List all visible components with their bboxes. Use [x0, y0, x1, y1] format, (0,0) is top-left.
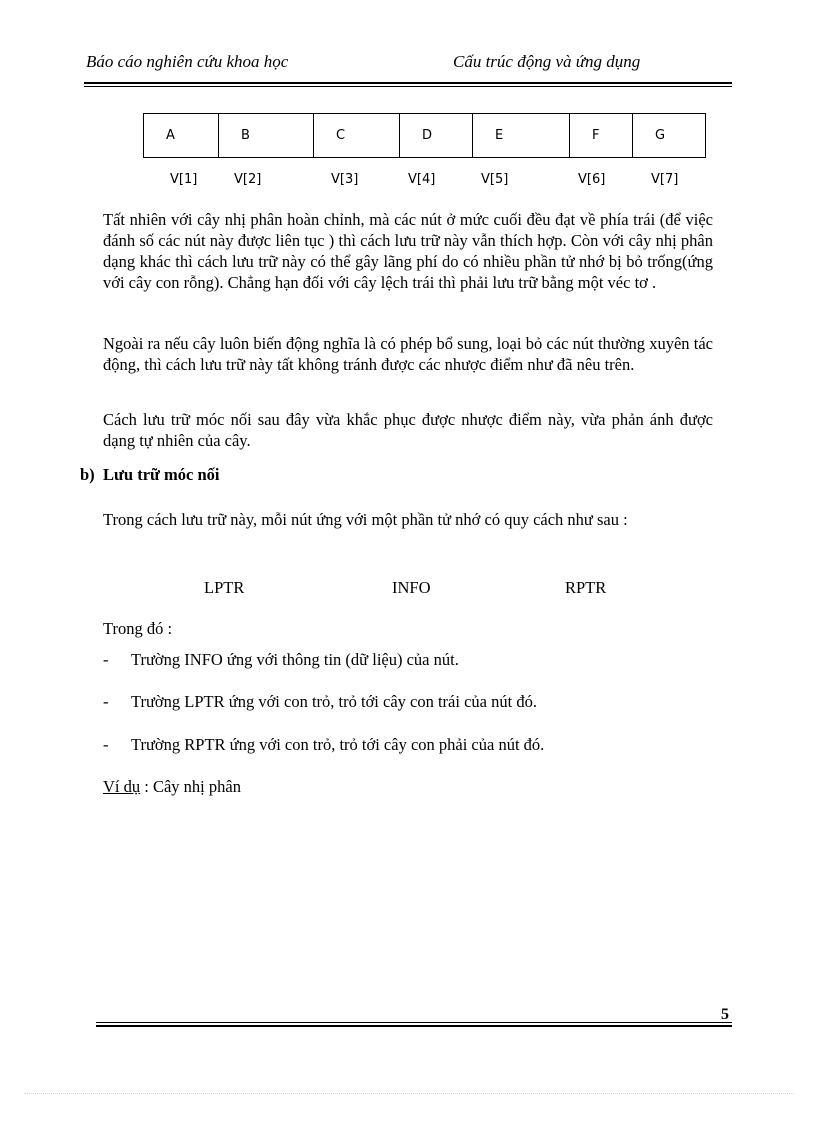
array-index: V[4] — [408, 172, 436, 187]
array-cell: A — [144, 114, 219, 157]
header-rule-top — [84, 82, 732, 84]
header-right-title: Cấu trúc động và ứng dụng — [453, 52, 641, 71]
header-left-title: Báo cáo nghiên cứu khoa học — [86, 52, 289, 71]
footer-rule-top — [96, 1022, 732, 1023]
field-rptr: RPTR — [565, 578, 607, 597]
bullet-marker: - — [103, 692, 109, 711]
array-table — [143, 113, 706, 158]
array-index: V[6] — [578, 172, 606, 187]
array-index: V[3] — [331, 172, 359, 187]
paragraph-1 — [103, 209, 713, 293]
array-cell: G — [655, 128, 666, 143]
array-index: V[1] — [170, 172, 198, 187]
page-bottom-divider — [24, 1093, 794, 1094]
paragraph-text: Tất nhiên với cây nhị phân hoàn chỉnh, mà các nút ở mức cuối đều đạt về phía trái (để việc đánh số các nút này được liên tục ) thì cách lưu trữ này vẫn thích hợp. Còn với cây nhị phân dạng khác thì cách lưu trữ này có thể gây lãng phí do có nhiều phần tử nhớ bị bỏ trống(ứng với cây con rỗng). Chẳng hạn đối với cây lệch trái thì phải lưu trữ bằng một véc tơ . — [103, 210, 713, 292]
field-info: INFO — [392, 578, 431, 597]
paragraph-2 — [103, 333, 713, 375]
array-cell: E — [473, 114, 570, 157]
paragraph-text: Ngoài ra nếu cây luôn biến động nghĩa là có phép bổ sung, loại bỏ các nút thường xuyên tác động, thì cách lưu trữ này tất không tránh được các nhược điểm như đã nêu trên. — [103, 334, 713, 374]
array-cell: B — [219, 114, 314, 157]
example-text: : Cây nhị phân — [144, 777, 241, 796]
array-cell: D — [400, 114, 473, 157]
paragraph-text: Cách lưu trữ móc nối sau đây vừa khắc phục được nhược điểm này, vừa phản ánh được dạng tự nhiên của cây. — [103, 410, 713, 450]
bullet-item: Trường RPTR ứng với con trỏ, trỏ tới cây con phải của nút đó. — [131, 735, 545, 754]
example-label: Ví dụ — [103, 777, 141, 796]
section-title: Lưu trữ móc nối — [103, 465, 220, 484]
field-lptr: LPTR — [204, 578, 245, 597]
array-cell: C — [314, 114, 400, 157]
array-cell: F — [570, 114, 633, 157]
array-index: V[2] — [234, 172, 262, 187]
bullet-marker: - — [103, 735, 109, 754]
bullet-item: Trường LPTR ứng với con trỏ, trỏ tới cây con trái của nút đó. — [131, 692, 537, 711]
intro-text: Trong cách lưu trữ này, mỗi nút ứng với một phần tử nhớ có quy cách như sau : — [103, 510, 628, 529]
section-heading — [80, 465, 220, 485]
where-label: Trong đó : — [103, 619, 173, 638]
bullet-marker: - — [103, 650, 109, 669]
array-index: V[7] — [651, 172, 679, 187]
section-marker: b) — [80, 465, 95, 484]
example-line — [103, 777, 241, 797]
footer-rule-bottom — [96, 1025, 732, 1027]
header-rule-bottom — [84, 86, 732, 87]
page-number: 5 — [721, 1006, 729, 1023]
paragraph-3 — [103, 409, 713, 451]
array-index: V[5] — [481, 172, 509, 187]
bullet-item: Trường INFO ứng với thông tin (dữ liệu) của nút. — [131, 650, 459, 669]
